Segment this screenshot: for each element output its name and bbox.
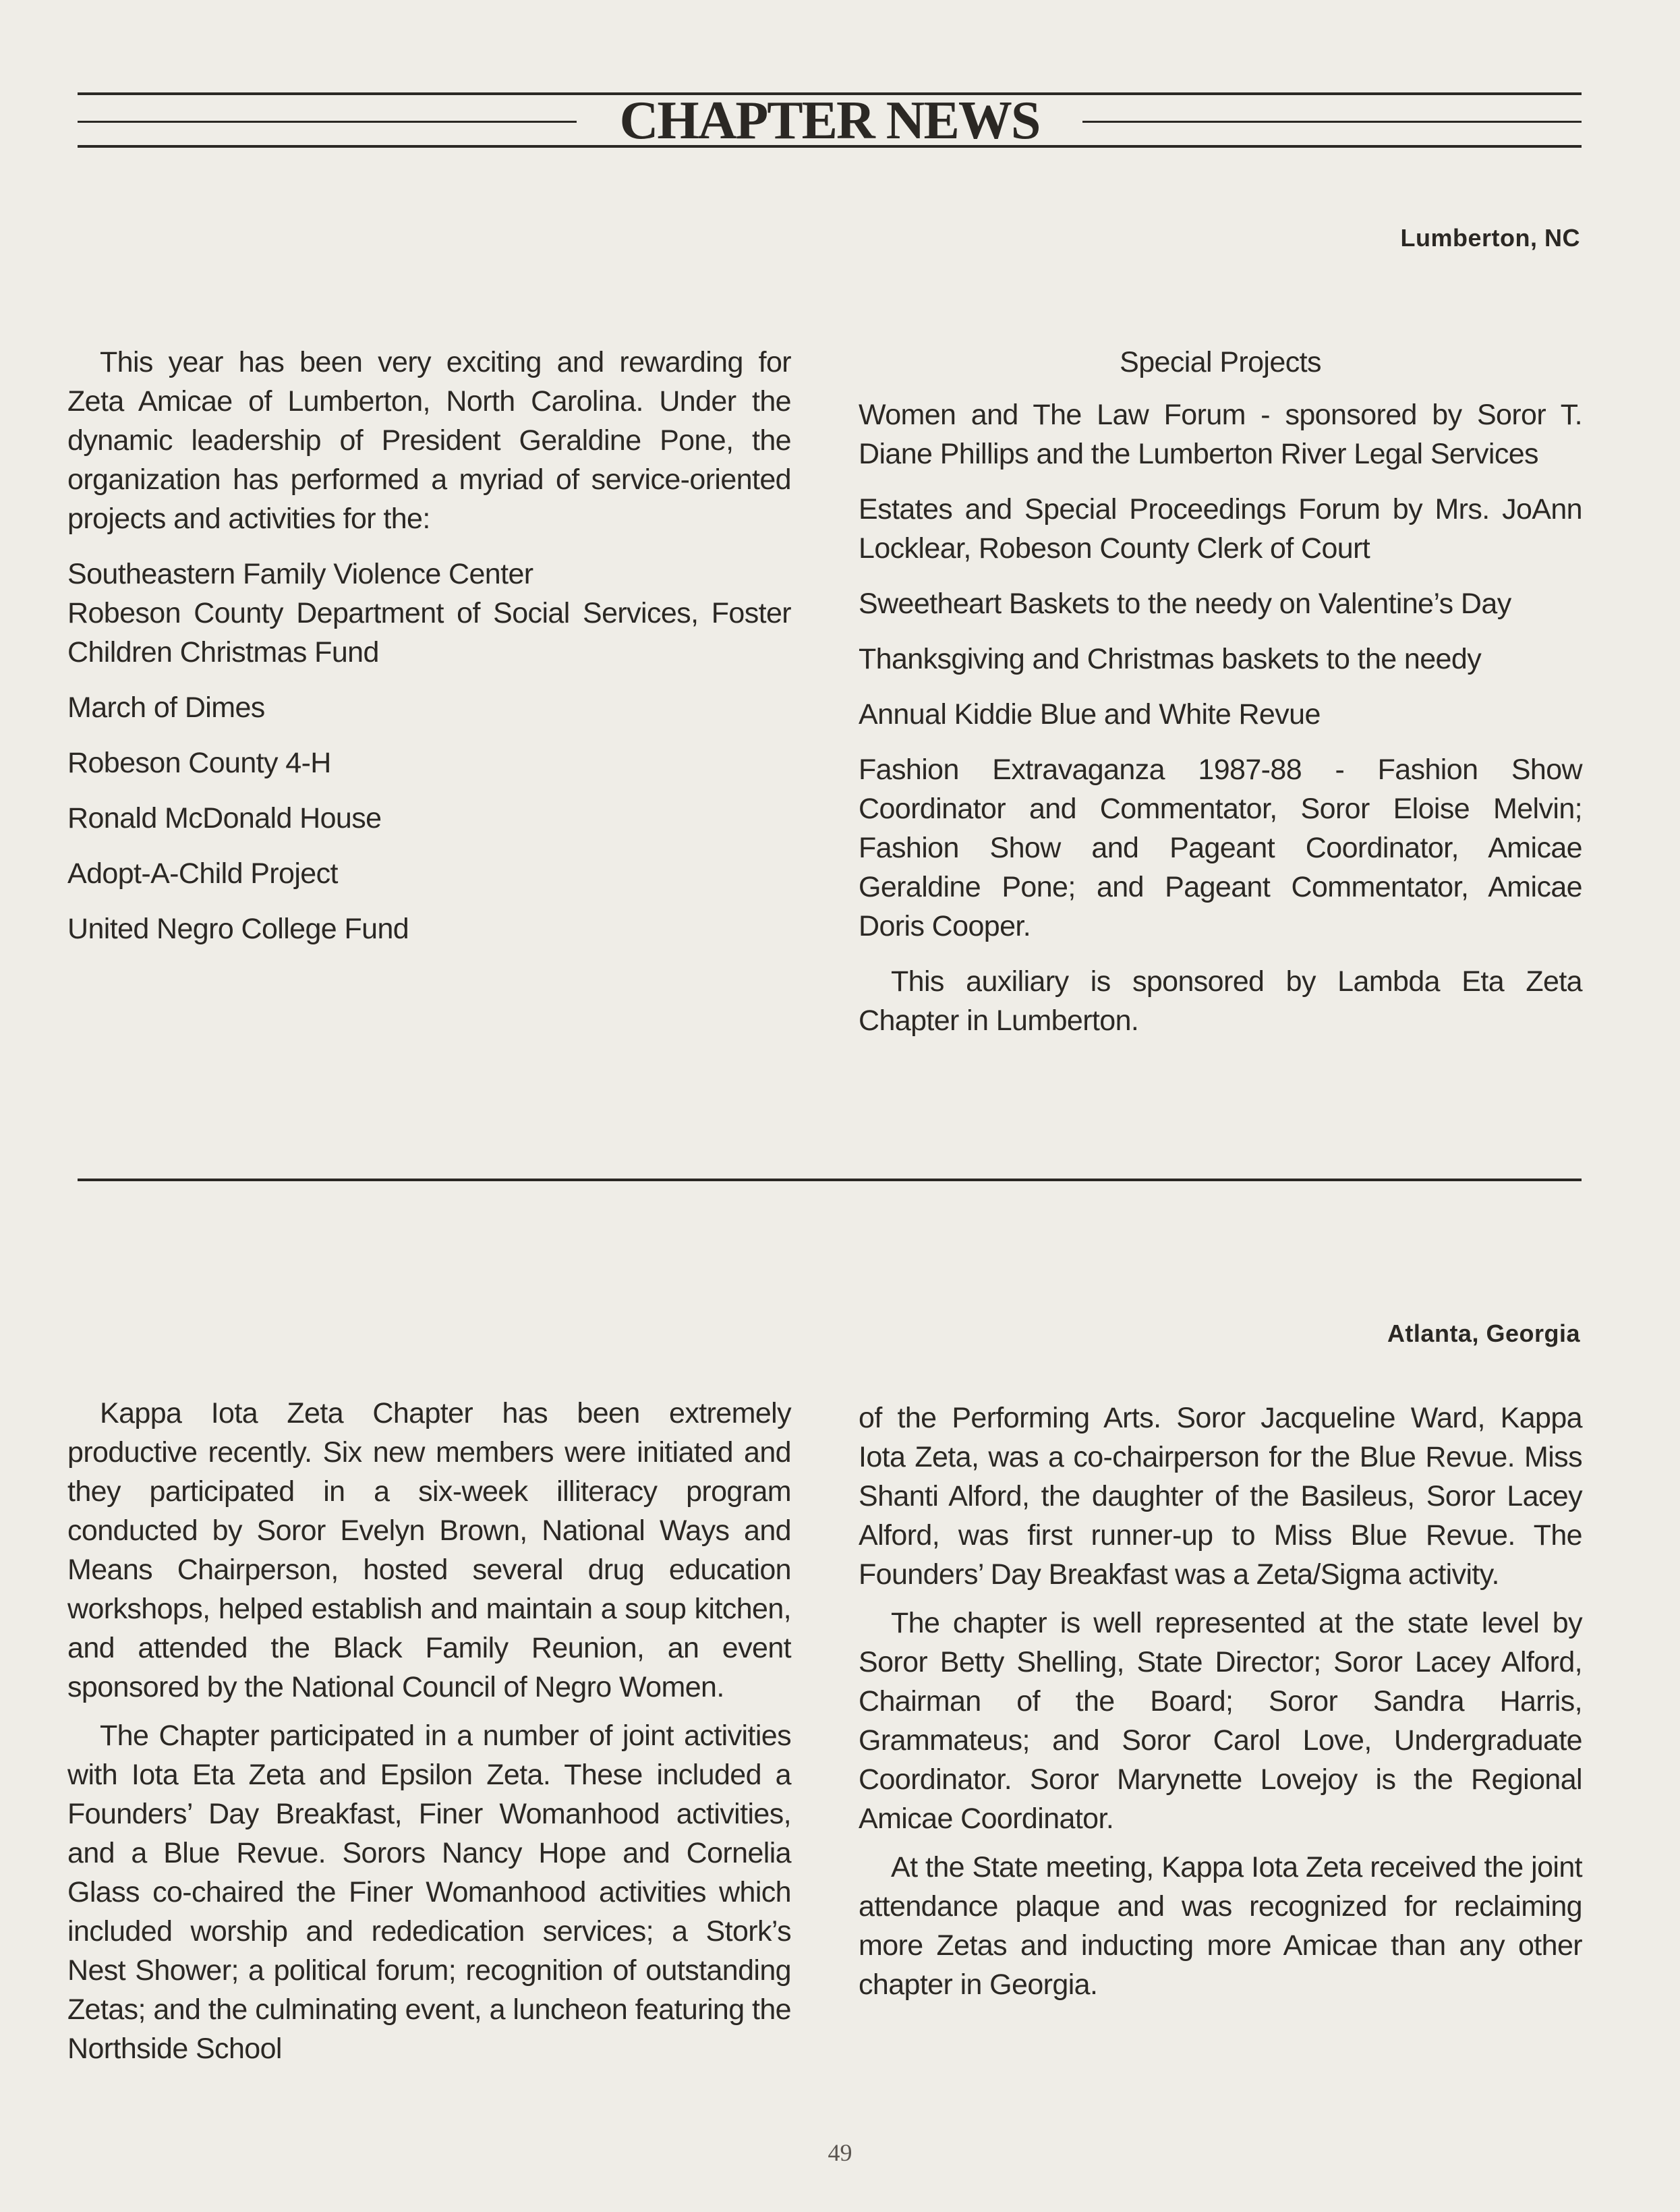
atlanta-right-column <box>859 1398 1582 2020</box>
lumberton-location: Lumberton, NC <box>1400 224 1580 252</box>
atlanta-paragraph: Kappa Iota Zeta Chapter has been extremely productive recently. Six new members were initiated and they participated in a six-week illiteracy program conducted by Soror Evelyn Brown, National Ways and Means Chairperson, hosted several drug education workshops, helped establish and maintain a soup kitchen, and attended the Black Family Reunion, an event sponsored by the National Council of Negro Women. <box>67 1397 791 1703</box>
project-item: Annual Kiddie Blue and White Revue <box>859 698 1321 731</box>
lumberton-left-column <box>67 343 791 965</box>
atlanta-paragraph: At the State meeting, Kappa Iota Zeta received the joint attendance plaque and was recognized for reclaiming more Zetas and inducting more Amicae than any other chapter in Georgia. <box>859 1851 1582 2001</box>
chapter-news-header <box>78 84 1582 152</box>
org-item: Robeson County 4-H <box>67 747 331 779</box>
project-item: Sweetheart Baskets to the needy on Valentine’s Day <box>859 588 1511 620</box>
org-item: March of Dimes <box>67 691 265 724</box>
atlanta-paragraph: The Chapter participated in a number of joint activities with Iota Eta Zeta and Epsilon Zeta. These included a Founders’ Day Breakfast, Finer Womanhood activities, and a Blue Revue. Sorors Nancy Hope and Cornelia Glass co-chaired the Finer Womanhood activities which included worship and rededication services; a Stork’s Nest Shower; a political forum; recognition of outstanding Zetas; and the culminating event, a luncheon featuring the Northside School <box>67 1720 791 2065</box>
org-item: United Negro College Fund <box>67 913 409 945</box>
atlanta-left-column <box>67 1394 791 2085</box>
org-item: Adopt-A-Child Project <box>67 857 338 890</box>
page-number: 49 <box>828 2139 852 2166</box>
lumberton-sponsor: This auxiliary is sponsored by Lambda Eta Zeta Chapter in Lumberton. <box>859 965 1582 1037</box>
org-item: Southeastern Family Violence Center <box>67 558 533 590</box>
page-title: CHAPTER NEWS <box>619 91 1040 150</box>
project-item: Estates and Special Proceedings Forum by Mrs. JoAnn Locklear, Robeson County Clerk of Court <box>859 493 1582 565</box>
header-rule-bottom <box>78 145 1582 148</box>
lumberton-intro: This year has been very exciting and rewarding for Zeta Amicae of Lumberton, North Carolina. Under the dynamic leadership of President Geraldine Pone, the organization has performed a myriad of service-oriented projects and activities for the: <box>67 346 791 535</box>
project-item: Women and The Law Forum - sponsored by Soror T. Diane Phillips and the Lumberton River Legal Services <box>859 399 1582 470</box>
org-item: Robeson County Department of Social Services, Foster Children Christmas Fund <box>67 597 791 669</box>
section-divider <box>78 1179 1582 1181</box>
project-item: Thanksgiving and Christmas baskets to the needy <box>859 643 1482 675</box>
atlanta-location: Atlanta, Georgia <box>1387 1320 1580 1347</box>
special-projects-heading: Special Projects <box>1120 346 1321 378</box>
atlanta-paragraph: The chapter is well represented at the state level by Soror Betty Shelling, State Director; Soror Lacey Alford, Chairman of the Board; Soror Sandra Harris, Grammateus; and Soror Carol Love, Undergraduate Coordinator. Soror Marynette Lovejoy is the Regional Amicae Coordinator. <box>859 1607 1582 1835</box>
atlanta-paragraph: of the Performing Arts. Soror Jacqueline Ward, Kappa Iota Zeta, was a co-chairperson for the Blue Revue. Miss Shanti Alford, the daughter of the Basileus, Soror Lacey Alford, was first runner-up to Miss Blue Revue. The Founders’ Day Breakfast was a Zeta/Sigma activity. <box>859 1402 1582 1591</box>
org-item: Ronald McDonald House <box>67 802 382 834</box>
lumberton-right-column <box>859 343 1582 1056</box>
project-item: Fashion Extravaganza 1987-88 - Fashion Show Coordinator and Commentator, Soror Eloise Melvin; Fashion Show and Pageant Coordinator, Amicae Geraldine Pone; and Pageant Commentator, Amicae Doris Cooper. <box>859 754 1582 942</box>
